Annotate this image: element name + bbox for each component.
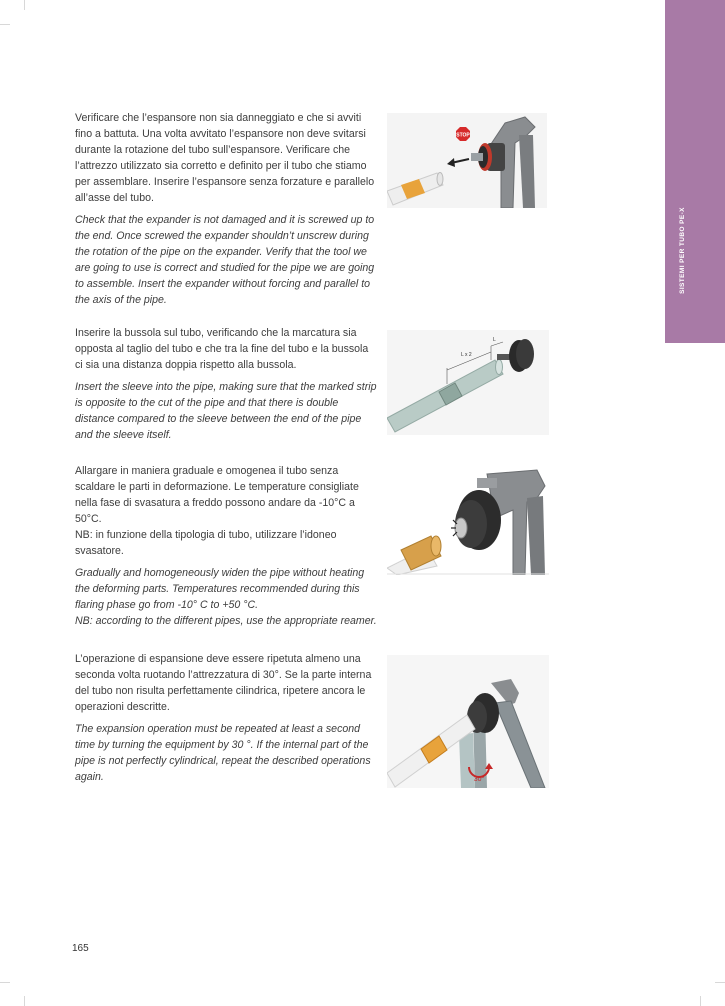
step-3-english-text: Gradually and homogeneously widen the pipe without heating the deforming parts. Temperatures recommended during this flaring phase go from -10° C to +50 °C. NB: according to the different pipes, use the appropriate reamer.	[75, 567, 377, 627]
dimension-label-2l: L x 2	[461, 352, 472, 358]
stop-label: STOP	[456, 132, 470, 139]
side-tab-text: SISTEMI PER TUBO PE-X	[678, 206, 686, 294]
crop-mark	[24, 0, 25, 10]
step-3-figure	[387, 468, 549, 575]
step-1-figure	[387, 113, 547, 208]
step-1	[75, 110, 385, 308]
crop-mark	[24, 996, 25, 1006]
step-2-english-text: Insert the sleeve into the pipe, making sure that the marked strip is opposite to the cut of the pipe and that there is double distance compared to the sleeve between the end of the pipe and the sleeve itself.	[75, 381, 377, 441]
step-4-english-text: The expansion operation must be repeated at least a second time by turning the equipment by 30 °. If the internal part of the pipe is not perfectly cylindrical, repeat the described operations again.	[75, 723, 371, 783]
page-number: 165	[72, 943, 89, 954]
step-2-figure	[387, 330, 549, 435]
crop-mark	[715, 982, 725, 983]
crop-mark	[700, 996, 701, 1006]
step-4	[75, 651, 385, 785]
step-2-italian-text: Inserire la bussola sul tubo, verificando che la marcatura sia opposta al taglio del tubo e che tra la fine del tubo e la bussola ci sia una distanza doppia rispetto alla bussola.	[75, 327, 369, 371]
section-side-tab-label	[667, 160, 697, 340]
dimension-label-l: L	[493, 337, 496, 343]
crop-mark	[0, 982, 10, 983]
step-1-italian-text: Verificare che l’espansore non sia danneggiato e che si avviti fino a battuta. Una volta avvitato l’espansore non deve svitarsi durante la rotazione del tubo sull’espansore. Verificare che l’attrezzo utilizzato sia corretto e definito per il tubo che stiamo per assemblare. Inserire l’espansore senza forzature e parallelo all’asse del tubo.	[75, 112, 375, 204]
step-3	[75, 463, 385, 629]
step-1-english-text: Check that the expander is not damaged and it is screwed up to the end. Once screwed the expander shouldn’t unscrew during the rotation of the pipe on the expander. Verify that the tool we are going to use is correct and studied for the pipe we are going to assemble. Insert the expander without forcing and parallel to the axis of the pipe.	[75, 214, 375, 306]
crop-mark	[0, 24, 10, 25]
step-3-italian-text: Allargare in maniera graduale e omogenea il tubo senza scaldare le parti in deformazione. Le temperature consigliate nella fase di svasatura a freddo possono andare da -10°C a 50°C. NB: in funzione della tipologia di tubo, utilizzare l’idoneo svasatore.	[75, 465, 359, 557]
step-4-italian-text: L’operazione di espansione deve essere ripetuta almeno una seconda volta ruotando l’attrezzatura di 30°. Se la parte interna del tubo non risulta perfettamente cilindrica, ripetere ancora le operazioni descritte.	[75, 653, 372, 713]
rotation-angle-label: 30°	[473, 776, 485, 783]
step-4-figure	[387, 655, 549, 788]
step-2	[75, 325, 385, 443]
